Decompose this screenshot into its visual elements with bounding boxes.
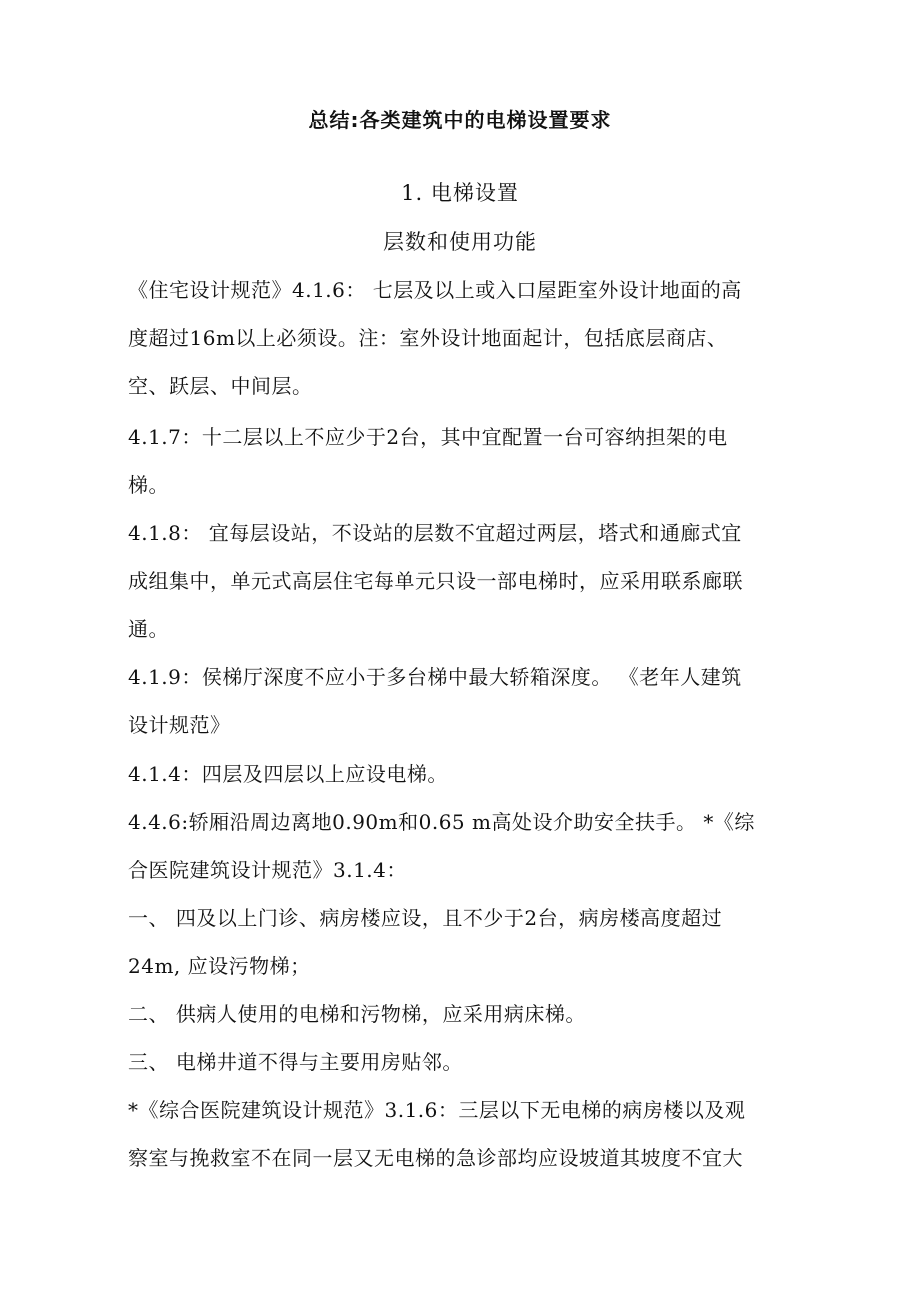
body-line-7: 成组集中，单元式高层住宅每单元只设一部电梯时，应采用联系廊联 xyxy=(128,569,743,593)
body-line-11: 4.1.4：四层及四层以上应设电梯。 xyxy=(128,762,448,786)
body-line-3: 空、跃层、中间层。 xyxy=(128,374,313,398)
subheading: 层数和使用功能 xyxy=(383,230,537,254)
body-line-2: 度超过16m以上必须设。注：室外设计地面起计，包括底层商店、 xyxy=(128,326,728,350)
body-line-1: 《住宅设计规范》4.1.6： 七层及以上或入口屋距室外设计地面的高 xyxy=(128,278,742,302)
body-line-17: 三、 电梯井道不得与主要用房贴邻。 xyxy=(128,1050,463,1074)
body-line-15: 24m, 应设污物梯； xyxy=(128,954,311,978)
body-line-12: 4.4.6:轿厢沿周边离地0.90m和0.65 m高处设介助安全扶手。 *《综 xyxy=(128,810,755,834)
body-line-5: 梯。 xyxy=(128,473,169,497)
body-line-14: 一、 四及以上门诊、病房楼应设，且不少于2台，病房楼高度超过 xyxy=(128,906,723,930)
body-line-18: *《综合医院建筑设计规范》3.1.6：三层以下无电梯的病房楼以及观 xyxy=(128,1098,746,1122)
section-heading: 1. 电梯设置 xyxy=(401,181,519,205)
body-line-9: 4.1.9：侯梯厅深度不应小于多台梯中最大轿箱深度。 《老年人建筑 xyxy=(128,665,742,689)
body-line-16: 二、 供病人使用的电梯和污物梯，应采用病床梯。 xyxy=(128,1002,586,1026)
body-line-13: 合医院建筑设计规范》3.1.4： xyxy=(128,858,407,882)
body-line-8: 通。 xyxy=(128,617,169,641)
body-line-4: 4.1.7：十二层以上不应少于2台，其中宜配置一台可容纳担架的电 xyxy=(128,425,728,449)
body-line-10: 设计规范》 xyxy=(128,713,231,737)
body-line-6: 4.1.8： 宜每层设站，不设站的层数不宜超过两层，塔式和通廊式宜 xyxy=(128,521,742,545)
body-line-19: 察室与挽救室不在同一层又无电梯的急诊部均应设坡道其坡度不宜大 xyxy=(128,1146,743,1170)
page-title: 总结:各类建筑中的电梯设置要求 xyxy=(308,108,612,132)
